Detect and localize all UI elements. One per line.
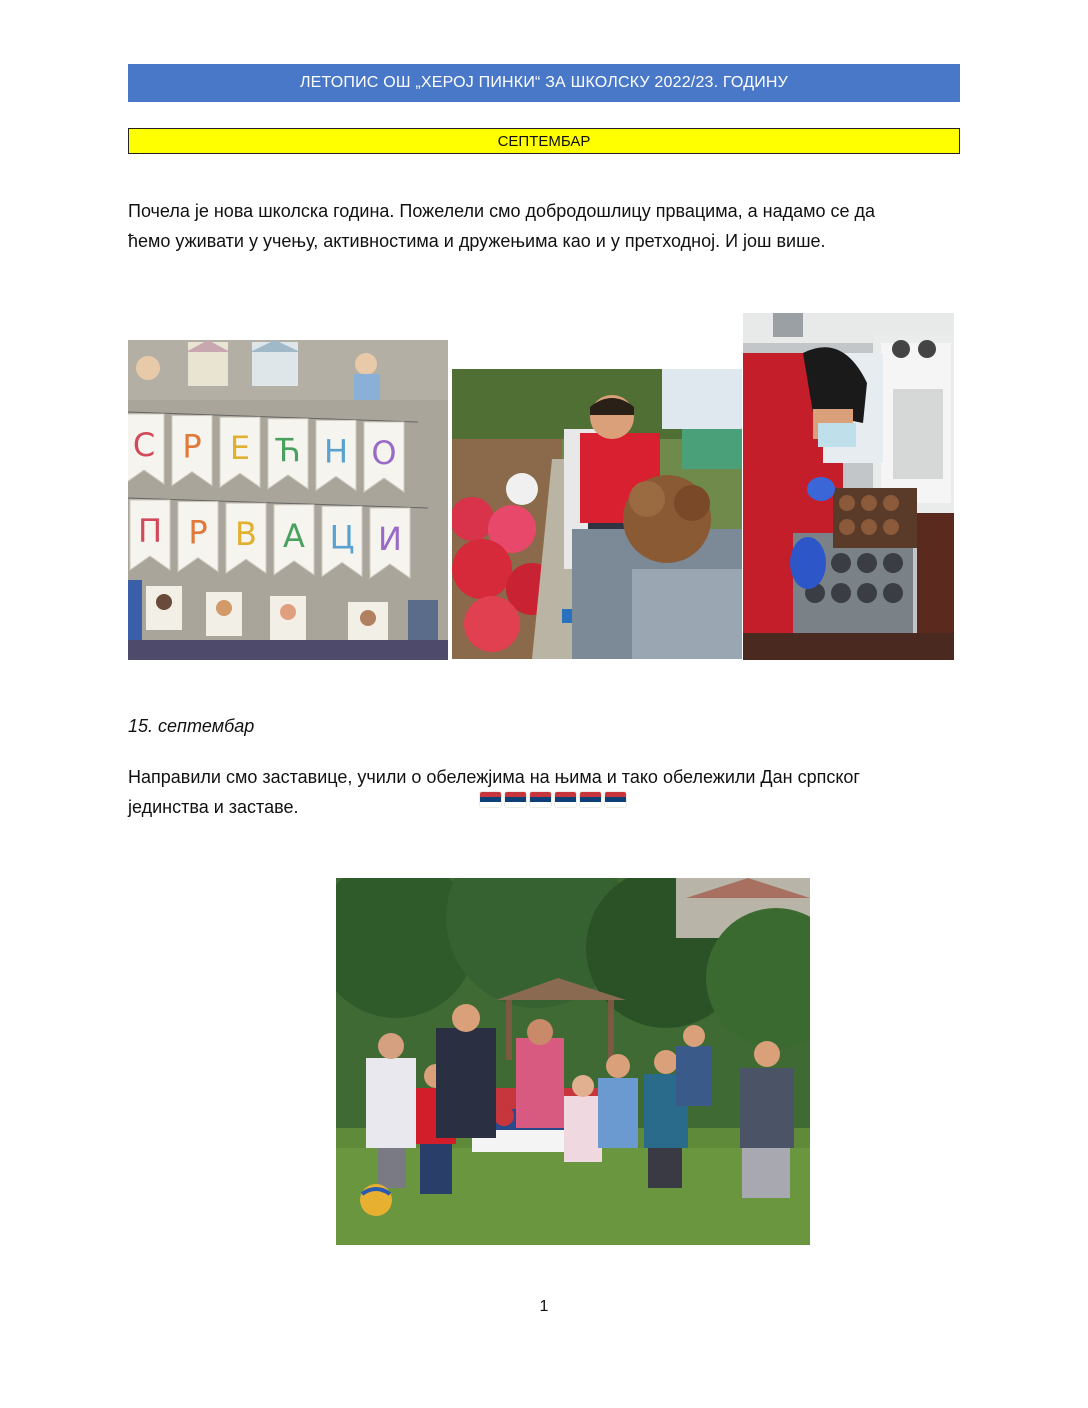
flag-day-line-1: Направили смо заставице, учили о обележјима на њима и тако обележили Дан српског [128, 767, 860, 787]
page-number: 1 [539, 1298, 549, 1315]
intro-line-2: ћемо уживати у учењу, активностима и дружењима као и у претходној. И још више. [128, 231, 826, 251]
banner-letter: И [378, 520, 402, 558]
flag-emoji-row [480, 792, 626, 807]
serbian-flag-icon [580, 792, 601, 807]
photo-baking-class [743, 313, 954, 660]
section-date-heading: 15. септембар [128, 716, 255, 736]
banner-letter: П [137, 512, 163, 550]
photo-welcome-banner [128, 340, 448, 660]
banner-letter: Р [188, 513, 208, 552]
banner-letter: Н [323, 432, 349, 471]
photo-flower-market [452, 369, 742, 659]
serbian-flag-icon [505, 792, 526, 807]
banner-letter: Р [182, 427, 202, 466]
banner-letter: А [283, 516, 305, 555]
banner-letter: Ћ [275, 430, 301, 469]
month-heading [128, 128, 960, 154]
month-label: СЕПТЕМБАР [497, 132, 591, 150]
banner-letter: Е [229, 429, 251, 468]
intro-paragraph [128, 196, 960, 256]
serbian-flag-icon [480, 792, 501, 807]
chronicle-header [128, 64, 960, 102]
serbian-flag-icon [555, 792, 576, 807]
serbian-flag-icon [605, 792, 626, 807]
banner-letter: В [235, 515, 257, 554]
intro-line-1: Почела је нова школска година. Пожелели смо добродошлицу првацима, а надамо се да [128, 201, 876, 221]
banner-letter: О [371, 434, 397, 472]
flag-day-line-2: јединства и заставе. [128, 797, 299, 817]
banner-letter: Ц [329, 518, 355, 557]
banner-letter: С [132, 426, 156, 464]
serbian-flag-icon [530, 792, 551, 807]
photo-group-flag-day [336, 878, 810, 1245]
header-title: ЛЕТОПИС ОШ „ХЕРОЈ ПИНКИ“ ЗА ШКОЛСКУ 2022/23. ГОДИНУ [299, 74, 789, 91]
